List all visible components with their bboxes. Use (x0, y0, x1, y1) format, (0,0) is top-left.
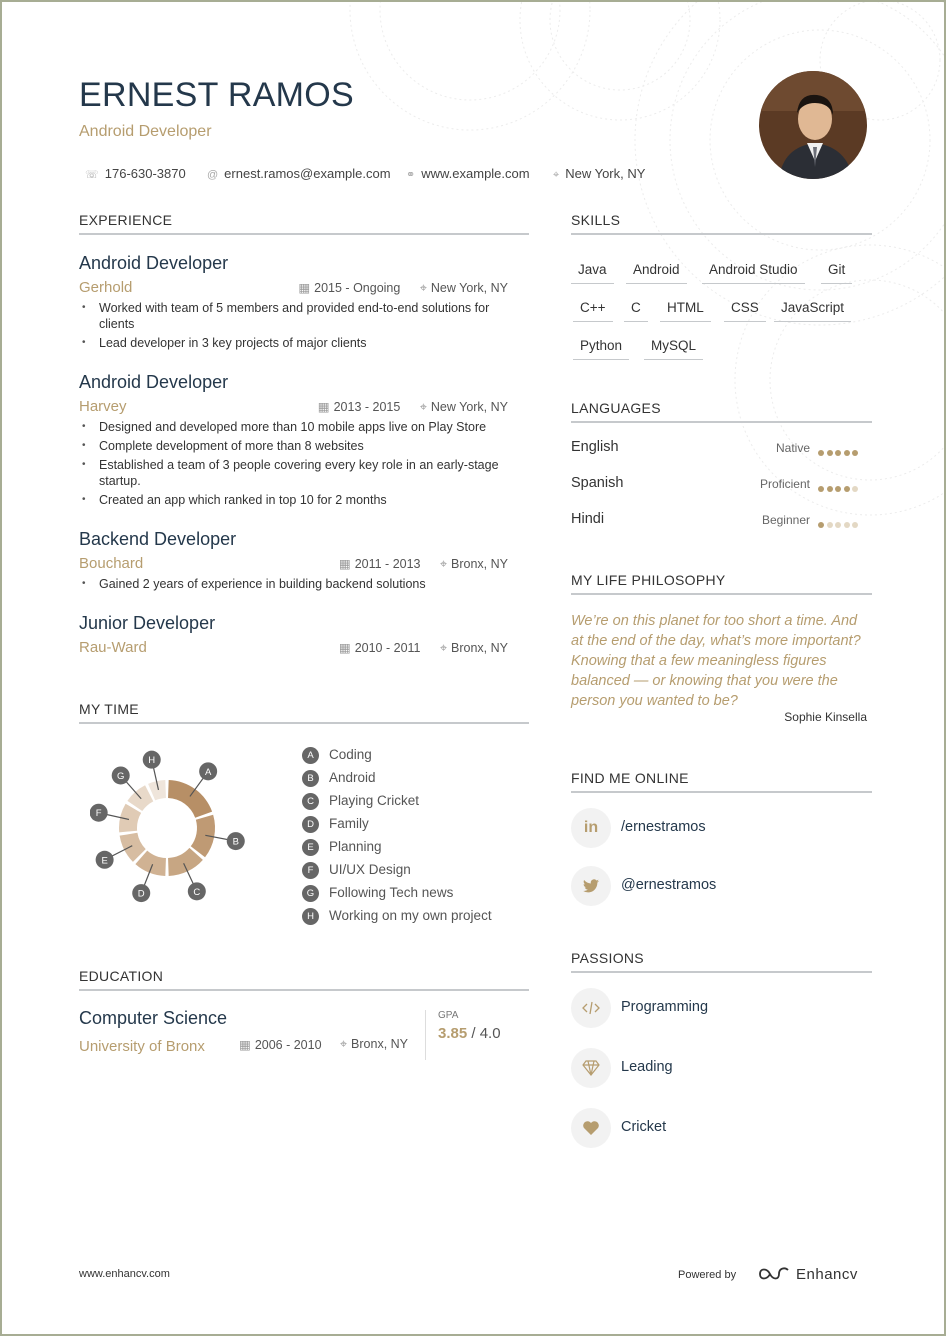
donut-label-letter: B (232, 836, 239, 848)
candidate-name: ERNEST RAMOS (79, 76, 355, 114)
bullet-item: • Designed and developed more than 10 mobile apps live on Play Store (79, 419, 509, 435)
skill-tag: Android (626, 262, 687, 284)
section-experience: EXPERIENCE (79, 212, 529, 235)
bullet-item: • Established a team of 3 people covering every key role in an early-stage startup. (79, 457, 509, 489)
online-label[interactable]: /ernestramos (621, 819, 706, 835)
at-icon: @ (207, 169, 219, 181)
passion-item (571, 988, 709, 1028)
skill-tag: Android Studio (702, 262, 805, 284)
gpa-label: GPA (438, 1010, 459, 1021)
online-linkedin[interactable] (571, 808, 706, 848)
skill-tag: Git (821, 262, 852, 284)
legend-item: A Coding (302, 747, 372, 764)
job-bullets (79, 300, 509, 354)
education-degree: Computer Science (79, 1008, 228, 1028)
section-my-time: MY TIME (79, 701, 529, 724)
job-entry (79, 253, 529, 350)
phone-icon: ☏ (85, 169, 99, 181)
location-pin-icon: ⌖ (419, 400, 427, 414)
rating-dot-filled (852, 450, 858, 456)
rating-dot-empty (852, 522, 858, 528)
education-location: ⌖ Bronx, NY (340, 1037, 409, 1051)
code-icon (571, 988, 611, 1028)
my-time-donut-chart (90, 735, 280, 915)
linkedin-icon: in (571, 808, 611, 848)
job-meta: ▦ 2013 - 2015 ⌖ New York, NY (317, 400, 508, 414)
job-role: Android Developer (79, 253, 229, 273)
calendar-icon: ▦ (317, 400, 330, 414)
language-level: Beginner (761, 513, 810, 527)
donut-label-letter: A (204, 766, 212, 778)
section-philosophy: MY LIFE PHILOSOPHY (571, 572, 872, 595)
rating-dot-filled (818, 450, 824, 456)
language-name: English (571, 439, 619, 455)
language-rating (818, 515, 861, 533)
rating-dot-empty (827, 522, 833, 528)
twitter-icon (571, 866, 611, 906)
skill-tag: HTML (660, 300, 711, 322)
location-pin-icon: ⌖ (419, 281, 427, 295)
donut-slice (168, 848, 203, 876)
rating-dot-filled (827, 486, 833, 492)
link-icon: ⚭ (406, 169, 416, 181)
rating-dot-filled (827, 450, 833, 456)
passion-item (571, 1108, 667, 1148)
job-company: Rau-Ward (79, 639, 147, 656)
job-company: Gerhold (79, 279, 133, 296)
enhancv-brand[interactable]: Enhancv (796, 1266, 858, 1283)
skill-tag: Java (571, 262, 614, 284)
legend-item: H Working on my own project (302, 908, 492, 925)
footer-url[interactable]: www.enhancv.com (79, 1268, 170, 1280)
gpa-box (425, 1010, 501, 1060)
passion-item (571, 1048, 673, 1088)
calendar-icon: ▦ (338, 641, 351, 655)
skill-tag: C (624, 300, 648, 322)
skill-tag: C++ (573, 300, 613, 322)
passion-label: Programming (621, 999, 709, 1015)
rating-dot-filled (835, 450, 841, 456)
donut-label-letter: F (95, 808, 102, 820)
legend-item: E Planning (302, 839, 382, 856)
footer-powered-by: Powered by (678, 1269, 737, 1281)
online-twitter[interactable] (571, 866, 717, 906)
calendar-icon: ▦ (338, 557, 351, 571)
location-pin-icon: ⌖ (553, 169, 560, 181)
avatar (759, 71, 867, 179)
rating-dot-filled (844, 486, 850, 492)
online-label[interactable]: @ernestramos (621, 877, 717, 893)
rating-dot-filled (818, 486, 824, 492)
education-dates: ▦ 2006 - 2010 (239, 1038, 322, 1052)
location-pin-icon: ⌖ (439, 641, 448, 655)
donut-label-letter: D (137, 888, 145, 900)
job-meta: ▦ 2010 - 2011 ⌖ Bronx, NY (338, 641, 508, 655)
legend-item: C Playing Cricket (302, 793, 419, 810)
job-role: Backend Developer (79, 529, 237, 549)
job-company: Bouchard (79, 555, 144, 572)
job-meta: ▦ 2015 - Ongoing ⌖ New York, NY (298, 281, 508, 295)
section-languages: LANGUAGES (571, 400, 872, 423)
donut-label-letter: E (101, 855, 108, 867)
job-company: Harvey (79, 398, 127, 415)
language-name: Spanish (571, 475, 624, 491)
skill-tag: JavaScript (774, 300, 851, 322)
skill-tag: CSS (724, 300, 766, 322)
passion-label: Leading (621, 1059, 673, 1075)
donut-slice (168, 780, 212, 818)
language-name: Hindi (571, 511, 605, 527)
legend-item: B Android (302, 770, 376, 787)
language-level: Native (775, 441, 810, 455)
heart-icon (571, 1108, 611, 1148)
donut-label-letter: H (148, 755, 156, 767)
legend-item: G Following Tech news (302, 885, 453, 902)
calendar-icon: ▦ (298, 281, 311, 295)
job-entry (79, 613, 529, 656)
job-role: Junior Developer (79, 613, 216, 633)
skill-tag: MySQL (644, 338, 703, 360)
job-meta: ▦ 2011 - 2013 ⌖ Bronx, NY (338, 557, 508, 571)
contact-location: ⌖ New York, NY (553, 166, 646, 181)
donut-label-letter: G (117, 770, 125, 782)
bullet-item: • Created an app which ranked in top 10 for 2 months (79, 492, 509, 508)
rating-dot-filled (818, 522, 824, 528)
section-skills: SKILLS (571, 212, 872, 235)
section-passions: PASSIONS (571, 950, 872, 973)
candidate-title: Android Developer (79, 123, 212, 140)
bullet-item: • Lead developer in 3 key projects of major clients (79, 335, 509, 351)
contact-phone[interactable]: ☏ 176-630-3870 (85, 166, 186, 181)
job-bullets (79, 419, 509, 511)
passion-label: Cricket (621, 1119, 667, 1135)
philosophy-quote: We’re on this planet for too short a time. And at the end of the day, what’s more important? Knowing that a few meaningless figures balanced — or knowing that you were the person you wanted to be? (571, 613, 861, 709)
job-role: Android Developer (79, 372, 229, 392)
rating-dot-empty (844, 522, 850, 528)
job-bullets (79, 576, 509, 595)
rating-dot-empty (835, 522, 841, 528)
location-pin-icon: ⌖ (340, 1037, 348, 1051)
section-education: EDUCATION (79, 968, 529, 991)
rating-dot-empty (852, 486, 858, 492)
bullet-item: • Complete development of more than 8 websites (79, 438, 509, 454)
job-entry (79, 529, 529, 591)
language-rating (818, 443, 861, 461)
diamond-icon (571, 1048, 611, 1088)
skill-tag: Python (573, 338, 629, 360)
education-school: University of Bronx (79, 1038, 205, 1055)
location-pin-icon: ⌖ (439, 557, 448, 571)
calendar-icon: ▦ (239, 1038, 251, 1052)
enhancv-logo-icon[interactable] (757, 1264, 791, 1284)
contact-website[interactable]: ⚭ www.example.com (406, 166, 530, 181)
legend-item: F UI/UX Design (302, 862, 411, 879)
contact-email[interactable]: @ ernest.ramos@example.com (207, 166, 391, 181)
rating-dot-filled (844, 450, 850, 456)
donut-label-letter: C (193, 886, 201, 898)
bullet-item: • Gained 2 years of experience in building backend solutions (79, 576, 509, 592)
quote-author: Sophie Kinsella (784, 710, 867, 724)
legend-item: D Family (302, 816, 369, 833)
language-rating (818, 479, 861, 497)
bullet-item: • Worked with team of 5 members and provided end-to-end solutions for clients (79, 300, 509, 332)
job-entry (79, 372, 529, 507)
rating-dot-filled (835, 486, 841, 492)
gpa-value: 3.85 / 4.0 (438, 1025, 501, 1042)
section-find-me-online: FIND ME ONLINE (571, 770, 872, 793)
language-level: Proficient (759, 477, 810, 491)
